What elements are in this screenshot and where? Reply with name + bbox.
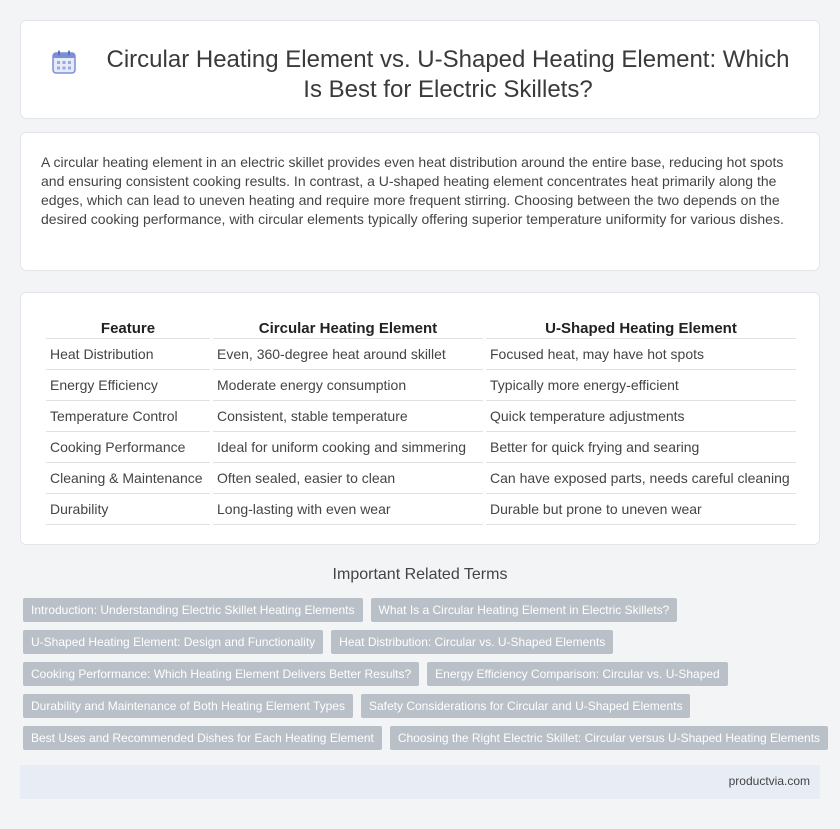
table-cell: Temperature Control xyxy=(46,401,210,432)
table-cell: Can have exposed parts, needs careful cleaning xyxy=(486,463,796,494)
tag-row xyxy=(23,662,823,686)
comparison-table xyxy=(43,315,799,525)
related-term-tag[interactable]: Cooking Performance: Which Heating Element Delivers Better Results? xyxy=(23,662,419,686)
related-term-tag[interactable]: What Is a Circular Heating Element in Electric Skillets? xyxy=(371,598,678,622)
table-header-row xyxy=(46,315,796,339)
table-cell: Quick temperature adjustments xyxy=(486,401,796,432)
related-term-tag[interactable]: Introduction: Understanding Electric Skillet Heating Elements xyxy=(23,598,363,622)
table-row xyxy=(46,370,796,401)
table-cell: Cleaning & Maintenance xyxy=(46,463,210,494)
related-terms-list xyxy=(23,598,823,758)
related-term-tag[interactable]: Safety Considerations for Circular and U-Shaped Elements xyxy=(361,694,691,718)
intro-paragraph: A circular heating element in an electric skillet provides even heat distribution around the entire base, reducing hot spots and ensuring consistent cooking results. In contrast, a U-shaped heating element concentrates heat primarily along the edges, which can lead to uneven heating and require more frequent stirring. Choosing between the two depends on the desired cooking performance, with circular elements typically offering superior temperature uniformity for various dishes. xyxy=(41,154,784,227)
table-cell: Typically more energy-efficient xyxy=(486,370,796,401)
table-cell: Often sealed, easier to clean xyxy=(213,463,483,494)
tag-row xyxy=(23,630,823,654)
table-cell: Better for quick frying and searing xyxy=(486,432,796,463)
table-cell: Durable but prone to uneven wear xyxy=(486,494,796,525)
tag-row xyxy=(23,694,823,718)
table-row xyxy=(46,432,796,463)
tag-row xyxy=(23,598,823,622)
related-term-tag[interactable]: Heat Distribution: Circular vs. U-Shaped Elements xyxy=(331,630,613,654)
title-card xyxy=(20,20,820,119)
header-circular: Circular Heating Element xyxy=(213,315,483,339)
related-term-tag[interactable]: Energy Efficiency Comparison: Circular vs. U-Shaped xyxy=(427,662,728,686)
table-cell: Long-lasting with even wear xyxy=(213,494,483,525)
table-row xyxy=(46,463,796,494)
table-cell: Moderate energy consumption xyxy=(213,370,483,401)
header-u-shaped: U-Shaped Heating Element xyxy=(486,315,796,339)
page-title: Circular Heating Element vs. U-Shaped Heating Element: Which Is Best for Electric Skillets? xyxy=(106,46,790,103)
related-term-tag[interactable]: Best Uses and Recommended Dishes for Each Heating Element xyxy=(23,726,382,750)
table-cell: Cooking Performance xyxy=(46,432,210,463)
table-cell: Focused heat, may have hot spots xyxy=(486,339,796,370)
related-terms-title: Important Related Terms xyxy=(332,566,508,583)
related-term-tag[interactable]: Durability and Maintenance of Both Heating Element Types xyxy=(23,694,353,718)
table-row xyxy=(46,494,796,525)
header-feature: Feature xyxy=(46,315,210,339)
footer-site-link[interactable]: productvia.com xyxy=(728,774,810,788)
intro-card xyxy=(20,132,820,271)
calendar-icon xyxy=(51,49,77,75)
table-cell: Consistent, stable temperature xyxy=(213,401,483,432)
comparison-table-card xyxy=(20,292,820,545)
table-cell: Even, 360-degree heat around skillet xyxy=(213,339,483,370)
footer xyxy=(20,765,820,799)
related-term-tag[interactable]: Choosing the Right Electric Skillet: Circular versus U-Shaped Heating Elements xyxy=(390,726,828,750)
table-cell: Ideal for uniform cooking and simmering xyxy=(213,432,483,463)
table-cell: Durability xyxy=(46,494,210,525)
table-cell: Heat Distribution xyxy=(46,339,210,370)
title-row xyxy=(51,45,799,105)
table-row xyxy=(46,401,796,432)
table-row xyxy=(46,339,796,370)
tag-row xyxy=(23,726,823,750)
related-term-tag[interactable]: U-Shaped Heating Element: Design and Functionality xyxy=(23,630,323,654)
table-cell: Energy Efficiency xyxy=(46,370,210,401)
